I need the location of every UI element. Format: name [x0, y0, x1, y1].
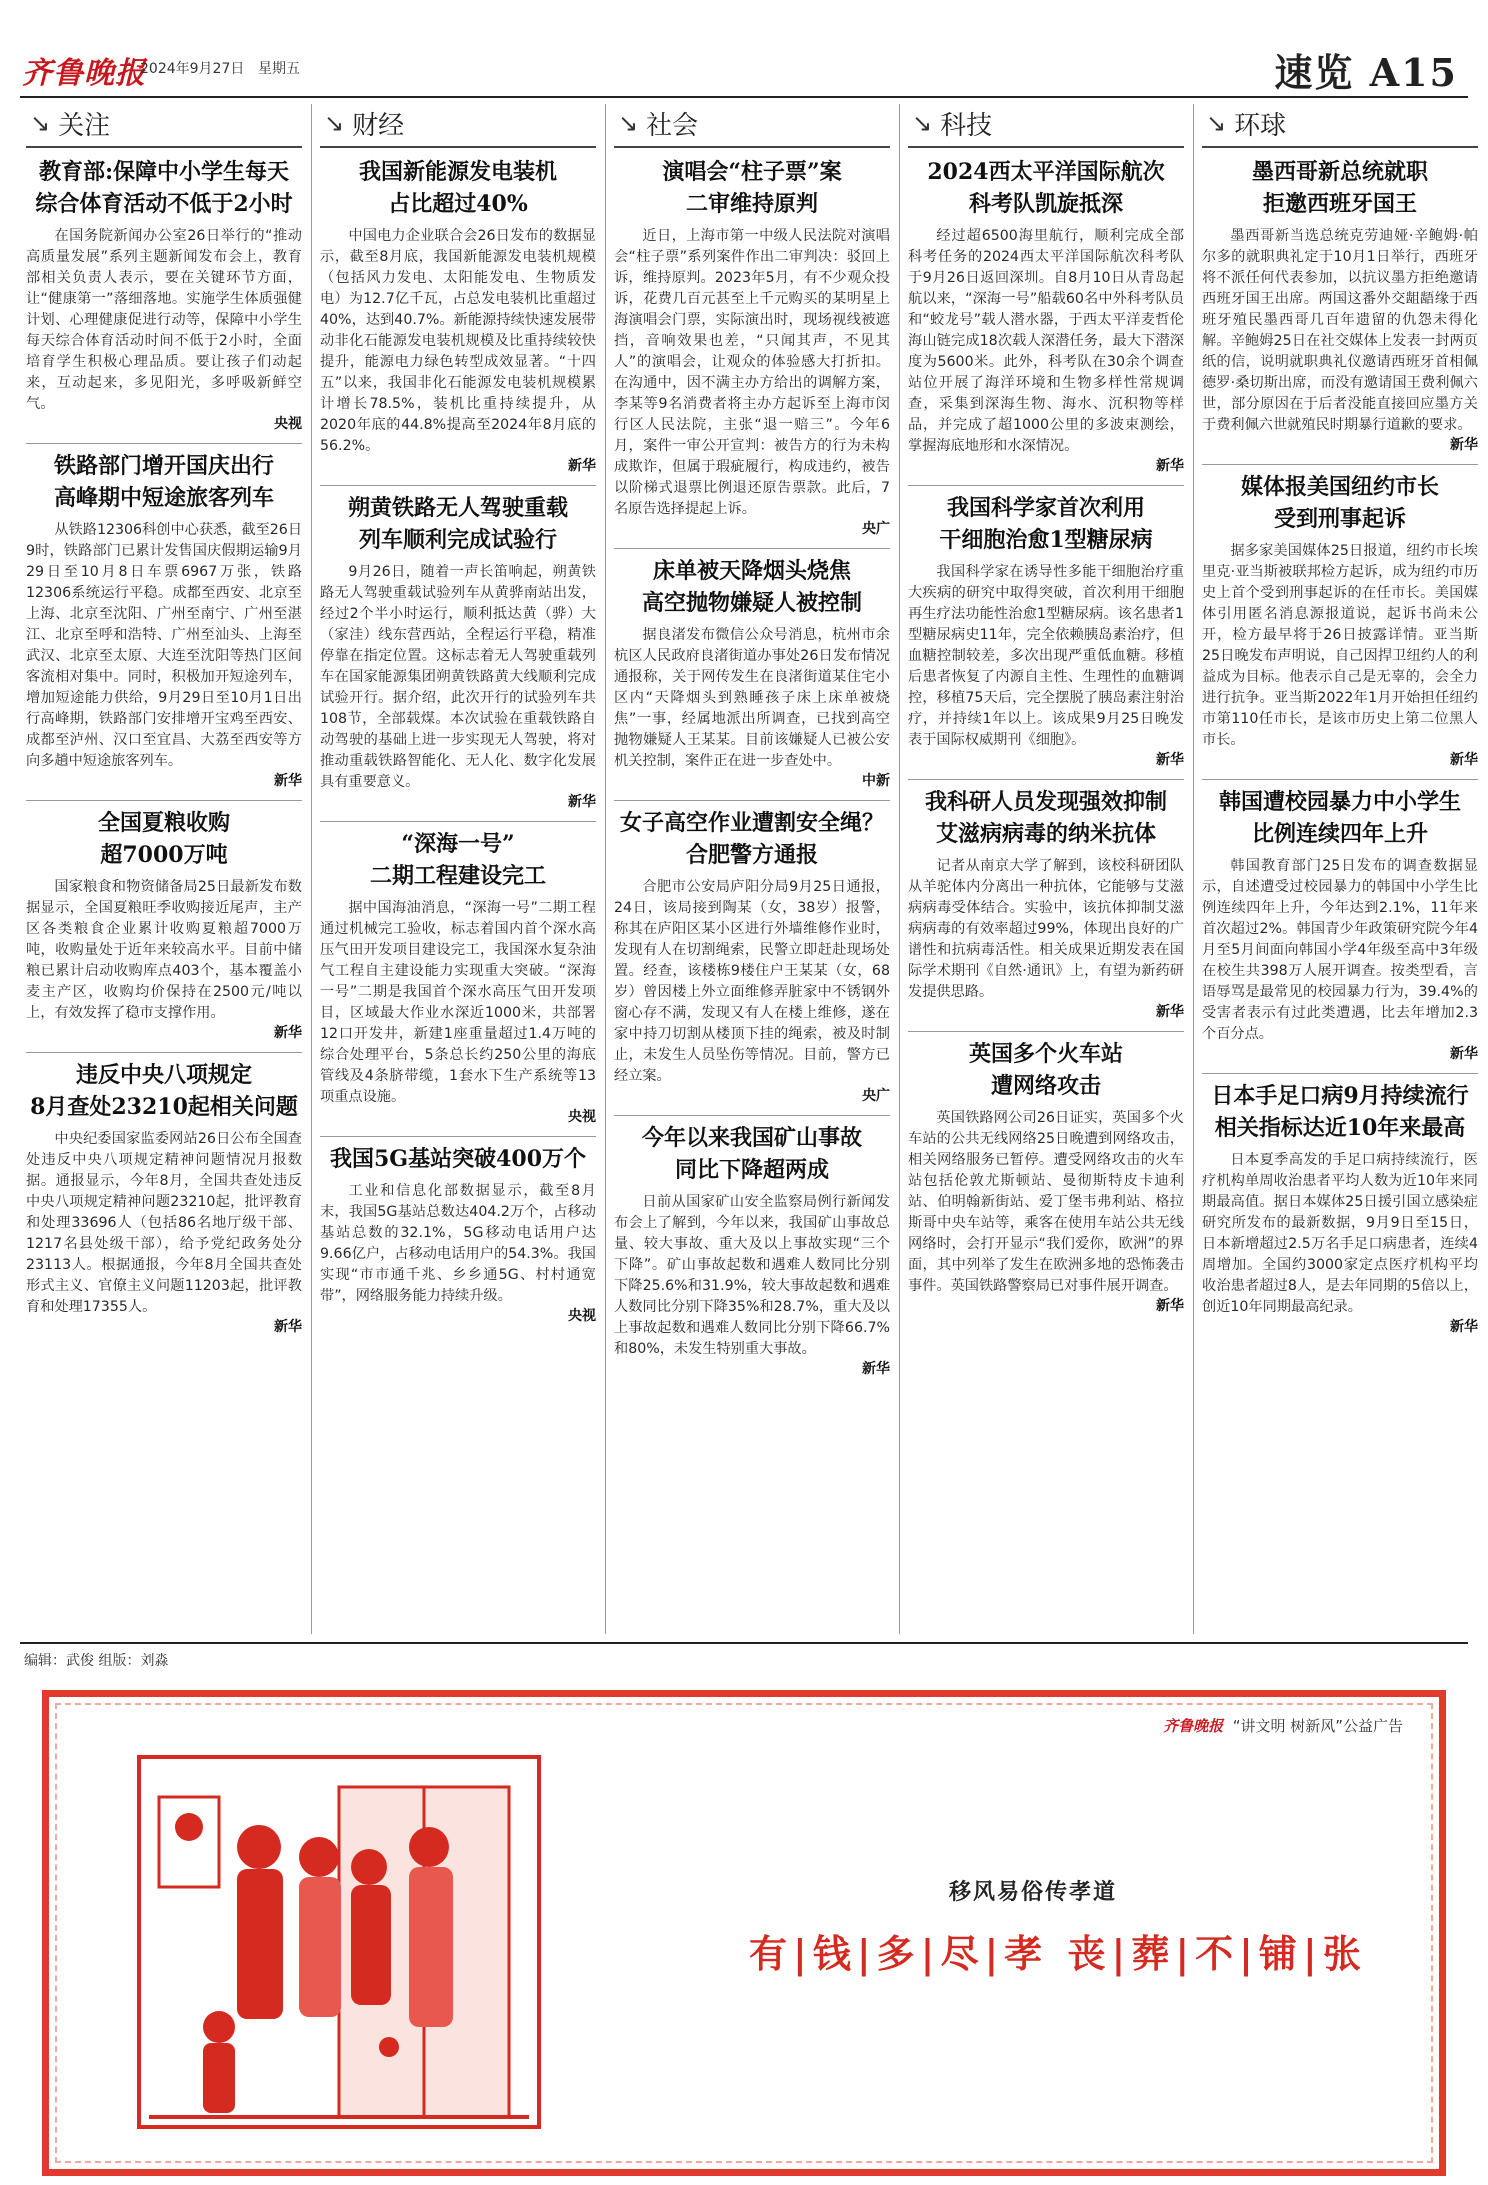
article-source: 新华	[1450, 752, 1478, 768]
article-divider	[26, 443, 302, 444]
article-headline[interactable]	[26, 450, 302, 514]
article-divider	[614, 800, 890, 801]
news-article	[1202, 156, 1478, 454]
article-headline[interactable]	[320, 156, 596, 220]
headline-line: 演唱会“柱子票”案	[662, 159, 842, 185]
column-header	[320, 100, 596, 148]
article-source: 新华	[1450, 437, 1478, 453]
news-article	[1202, 1073, 1478, 1336]
column-title: 社会	[646, 110, 699, 141]
headline-line: 韩国遭校园暴力中小学生	[1218, 789, 1461, 815]
headline-line: 我科研人员发现强效抑制	[924, 789, 1167, 815]
news-article	[320, 156, 596, 475]
column-separator	[1193, 104, 1194, 1634]
headline-line: 墨西哥新总统就职	[1251, 159, 1428, 185]
column-3	[902, 100, 1190, 1640]
corner-arrow-icon: ↘	[618, 109, 639, 137]
section-page-label: 速览 A15	[1274, 50, 1458, 95]
article-divider	[26, 1052, 302, 1053]
article-body: 工业和信息化部数据显示，截至8月末，我国5G基站总数达404.2万个，占移动基站总数的32.1%，5G移动电话用户达9.66亿户，占移动电话用户的54.3%。我国实现“市市通千兆、乡乡通5G、村村通宽带”，网络服务能力持续升级。	[320, 1183, 596, 1304]
article-headline[interactable]	[26, 1059, 302, 1123]
article-body: 据良渚发布微信公众号消息，杭州市余杭区人民政府良渚街道办事处26日发布情况通报称，关于网传发生在良渚街道某住宅小区内“天降烟头到熟睡孩子床上床单被烧焦”一事，经属地派出所调查，已找到高空抛物嫌疑人王某某。目前该嫌疑人已被公安机关控制，案件正在进一步查处中。	[614, 627, 890, 769]
headline-line: 违反中央八项规定	[75, 1062, 252, 1088]
article-divider	[614, 1115, 890, 1116]
headline-line: 拒邀西班牙国王	[1262, 191, 1417, 217]
headline-line: 同比下降超两成	[674, 1157, 829, 1183]
headline-line: 相关指标达近10年来最高	[1214, 1115, 1466, 1141]
headline-line: 今年以来我国矿山事故	[641, 1125, 862, 1151]
headline-line: 英国多个火车站	[968, 1041, 1123, 1067]
article-body: 据多家美国媒体25日报道，纽约市长埃里克·亚当斯被联邦检方起诉，成为纽约市历史上首个受到刑事起诉的在任市长。美国媒体引用匿名消息源报道说，起诉书尚未公开，检方最早将于26日披露详情。亚当斯25日晚发布声明说，自己因捍卫纽约人的利益成为目标。他表示自己是无辜的，会全力进行抗争。亚当斯2022年1月开始担任纽约市第110任市长，是该市历史上第二位黑人市长。	[1202, 543, 1478, 748]
corner-arrow-icon: ↘	[1206, 109, 1227, 137]
article-source: 新华	[1156, 752, 1184, 768]
article-divider	[1202, 464, 1478, 465]
article-source: 中新	[862, 773, 890, 789]
headline-line: 媒体报美国纽约市长	[1240, 474, 1439, 500]
news-article	[26, 800, 302, 1042]
headline-line: 比例连续四年上升	[1251, 821, 1428, 847]
headline-line: 二审维持原判	[685, 191, 818, 217]
article-divider	[1202, 1073, 1478, 1074]
article-body: 英国铁路网公司26日证实，英国多个火车站的公共无线网络25日晚遭到网络攻击，相关网络服务已暂停。遭受网络攻击的火车站包括伦敦尤斯顿站、曼彻斯特皮卡迪利站、伯明翰新街站、爱丁堡韦弗利站、格拉斯哥中央车站等，乘客在使用车站公共无线网络时，会打开显示“我们爱你，欧洲”的界面，其中列举了发生在欧洲多地的恐怖袭击事件。英国铁路警察局已对事件展开调查。	[908, 1110, 1184, 1294]
headline-line: 遭网络攻击	[990, 1073, 1101, 1099]
article-headline[interactable]	[614, 156, 890, 220]
masthead	[20, 42, 1468, 96]
article-source: 新华	[1156, 458, 1184, 474]
news-article	[320, 821, 596, 1126]
news-article	[908, 156, 1184, 475]
news-article	[320, 1136, 596, 1325]
headline-line: 艾滋病病毒的纳米抗体	[935, 821, 1156, 847]
article-source: 央视	[568, 1109, 596, 1125]
article-divider	[908, 1031, 1184, 1032]
column-separator	[899, 104, 900, 1634]
article-divider	[908, 779, 1184, 780]
article-source: 新华	[274, 1025, 302, 1041]
headline-line: 高空抛物嫌疑人被控制	[641, 590, 862, 616]
family-papercut-illustration	[129, 1737, 549, 2137]
article-source: 央视	[274, 416, 302, 432]
public-service-ad	[42, 1690, 1446, 2176]
article-source: 新华	[568, 458, 596, 474]
headline-line: 二期工程建设完工	[369, 863, 546, 889]
column-title: 财经	[352, 110, 405, 141]
article-body: 韩国教育部门25日发布的调查数据显示，自述遭受过校园暴力的韩国中小学生比例连续四年上升，今年达到2.1%，11年来首次超过2%。韩国青少年政策研究院今年4月至5月间面向韩国小学4年级至高中3年级在校生共398万人展开调查。按类型看，言语辱骂是最常见的校园暴力行为，39.4%的受害者表示有过此类遭遇，比去年增加2.3个百分点。	[1202, 858, 1478, 1042]
news-article	[26, 1052, 302, 1336]
article-headline[interactable]	[1202, 471, 1478, 535]
article-divider	[320, 485, 596, 486]
headline-line: 日本手足口病9月持续流行	[1211, 1083, 1469, 1109]
headline-line: 占比超过40%	[388, 191, 528, 217]
article-headline[interactable]	[1202, 156, 1478, 220]
column-header	[614, 100, 890, 148]
article-source: 央广	[862, 1088, 890, 1104]
newspaper-logo: 齐鲁晚报	[22, 56, 146, 91]
article-body: 从铁路12306科创中心获悉，截至26日9时，铁路部门已累计发售国庆假期运输9月29日至10月8日车票6967万张，铁路12306系统运行平稳。成都至西安、北京至上海、北京至沈阳、广州至南宁、广州至湛江、北京至呼和浩特、广州至汕头、上海至武汉、北京至太原、大连至沈阳等热门区间客流相对集中。同时，积极加开短途列车，增加短途能力供给，9月29日至10月1日出行高峰期，铁路部门安排增开宝鸡至西安、成都至泸州、汉口至宜昌、大荔至西安等方向多趟中短途旅客列车。	[26, 522, 303, 769]
bottom-rule	[20, 1642, 1468, 1644]
article-body: 9月26日，随着一声长笛响起，朔黄铁路无人驾驶重载试验列车从黄骅南站出发，经过2个半小时运行，顺利抵达黄（骅）大（家洼）线东营西站，全程运行平稳，精准停靠在指定位置。这标志着无人驾驶重载列车在国家能源集团朔黄铁路黄大线顺利完成试验开行。据介绍，此次开行的试验列车共108节，全部载煤。本次试验在重载铁路自动驾驶的基础上进一步实现无人驾驶，将对推动重载铁路智能化、无人化、数字化发展具有重要意义。	[320, 564, 596, 790]
article-body: 我国科学家在诱导性多能干细胞治疗重大疾病的研究中取得突破，首次利用干细胞再生疗法功能性治愈1型糖尿病。该名患者1型糖尿病史11年，完全依赖胰岛素治疗，但血糖控制较差，多次出现严重低血糖。移植后患者恢复了内源自主性、生理性的血糖调控，移植75天后，完全摆脱了胰岛素注射治疗，并持续1年以上。该成果9月25日晚发表于国际权威期刊《细胞》。	[908, 564, 1184, 748]
article-headline[interactable]	[320, 1143, 596, 1175]
article-body: 日本夏季高发的手足口病持续流行，医疗机构单周收治患者平均人数为近10年来同期最高值。据日本媒体25日援引国立感染症研究所发布的最新数据，9月9日至15日，日本新增超过2.5万名手足口病患者，连续4周增加。全国约3000家定点医疗机构平均收治患者超过8人，是去年同期的5倍以上，创近10年同期最高纪录。	[1202, 1152, 1478, 1315]
article-divider	[908, 485, 1184, 486]
article-headline[interactable]	[26, 156, 302, 220]
news-article	[614, 156, 890, 538]
article-headline[interactable]	[908, 492, 1184, 556]
column-separator	[311, 104, 312, 1634]
article-source: 新华	[1450, 1319, 1478, 1335]
column-0	[20, 100, 308, 1640]
top-rule	[20, 96, 1468, 98]
headline-line: 列车顺利完成试验行	[358, 527, 557, 553]
ad-logo	[1163, 1715, 1403, 1736]
headline-line: 综合体育活动不低于2小时	[35, 191, 293, 217]
article-source: 新华	[568, 794, 596, 810]
column-header	[908, 100, 1184, 148]
headline-line: 全国夏粮收购	[97, 810, 230, 836]
article-body: 中央纪委国家监委网站26日公布全国查处违反中央八项规定精神问题情况月报数据。通报显示，今年8月，全国共查处违反中央八项规定精神问题23210起，批评教育和处理33696人（包括86名地厅级干部、1217名县处级干部），给予党纪政务处分23113人。根据通报，今年8月全国共查处形式主义、官僚主义问题11203起，批评教育和处理17355人。	[26, 1131, 302, 1315]
article-divider	[320, 1136, 596, 1137]
article-headline[interactable]	[320, 492, 596, 556]
article-body: 记者从南京大学了解到，该校科研团队从羊驼体内分离出一种抗体，它能够与艾滋病病毒受体结合。实验中，该抗体抑制艾滋病病毒的有效率超过99%，体现出良好的广谱性和抗病毒活性。相关成果近期发表在国际学术期刊《自然·通讯》上，有望为新药研发提供思路。	[908, 858, 1184, 1000]
headline-line: 8月查处23210起相关问题	[30, 1094, 298, 1120]
news-article	[1202, 779, 1478, 1063]
article-body: 在国务院新闻办公室26日举行的“推动高质量发展”系列主题新闻发布会上，教育部相关负责人表示，要在关键环节方面，让“健康第一”落细落地。实施学生体质强健计划、心理健康促进行动等，保障中小学生每天综合体育活动时间不低于2小时，全面培育学生积极心理品质。要让孩子们动起来，互动起来，多见阳光，多呼吸新鲜空气。	[26, 228, 302, 412]
headline-line: 我国5G基站突破400万个	[329, 1146, 587, 1172]
article-source: 央广	[862, 521, 890, 537]
article-divider	[26, 800, 302, 801]
article-body: 日前从国家矿山安全监察局例行新闻发布会上了解到，今年以来，我国矿山事故总量、较大事故、重大及以上事故实现“三个下降”。矿山事故起数和遇难人数同比分别下降25.6%和31.9%，较大事故起数和遇难人数同比分别下降35%和28.7%，重大及以上事故起数和遇难人数同比分别下降66.7%和80%，未发生特别重大事故。	[614, 1194, 890, 1357]
headline-line: 女子高空作业遭割安全绳？	[619, 810, 884, 836]
headline-line: “深海一号”	[401, 831, 515, 857]
headline-line: 高峰期中短途旅客列车	[53, 485, 274, 511]
headline-line: 2024西太平洋国际航次	[927, 159, 1165, 185]
corner-arrow-icon: ↘	[30, 109, 51, 137]
article-divider	[1202, 779, 1478, 780]
news-article	[1202, 464, 1478, 769]
corner-arrow-icon: ↘	[912, 109, 933, 137]
headline-line: 床单被天降烟头烧焦	[652, 558, 851, 584]
article-source: 新华	[1450, 1046, 1478, 1062]
article-source: 新华	[274, 1319, 302, 1335]
column-1	[314, 100, 602, 1640]
news-article	[908, 485, 1184, 769]
ad-subtitle: 移风易俗传孝道	[949, 1879, 1118, 1905]
column-header	[26, 100, 302, 148]
article-body: 据中国海油消息，“深海一号”二期工程通过机械完工验收，标志着国内首个深水高压气田开发项目建设完工，我国深水复杂油气工程自主建设能力实现重大突破。“深海一号”二期是我国首个深水高压气田开发项目，区域最大作业水深近1000米，共部署12口开发井，新建1座重量超过1.4万吨的综合处理平台，5条总长约250公里的海底管线及4条脐带缆，1套水下生产系统等13项重点设施。	[320, 900, 596, 1105]
news-article	[26, 443, 302, 790]
article-source: 新华	[1156, 1298, 1184, 1314]
headline-line: 干细胞治愈1型糖尿病	[939, 527, 1153, 553]
article-source: 央视	[568, 1308, 596, 1324]
headline-line: 受到刑事起诉	[1273, 506, 1406, 532]
news-article	[908, 779, 1184, 1021]
article-headline[interactable]	[908, 1038, 1184, 1102]
headline-line: 超7000万吨	[100, 842, 228, 868]
column-separator	[605, 104, 606, 1634]
headline-line: 合肥警方通报	[685, 842, 818, 868]
headline-line: 科考队凯旋抵深	[968, 191, 1123, 217]
column-title: 环球	[1234, 110, 1287, 141]
article-source: 新华	[274, 773, 302, 789]
corner-arrow-icon: ↘	[324, 109, 345, 137]
article-body: 中国电力企业联合会26日发布的数据显示，截至8月底，我国新能源发电装机规模（包括风力发电、太阳能发电、生物质发电）为12.7亿千瓦，占总发电装机比重超过40%，达到40.7%。新能源持续快速发展带动非化石能源发电装机规模及比重持续较快提升，能源电力绿色转型成效显著。“十四五”以来，我国非化石能源发电装机规模累计增长78.5%，装机比重持续提升，从2020年底的44.8%提高至2024年8月底的56.2%。	[320, 228, 596, 454]
column-title: 关注	[58, 110, 111, 141]
news-article	[26, 156, 302, 433]
headline-line: 我国新能源发电装机	[358, 159, 557, 185]
headline-line: 教育部:保障中小学生每天	[38, 159, 290, 185]
article-headline[interactable]	[320, 828, 596, 892]
article-headline[interactable]	[1202, 786, 1478, 850]
article-headline[interactable]	[908, 786, 1184, 850]
editor-credits: 编辑：武俊 组版：刘淼	[24, 1653, 169, 1669]
column-2	[608, 100, 896, 1640]
news-article	[614, 1115, 890, 1378]
article-headline[interactable]	[26, 807, 302, 871]
article-headline[interactable]	[614, 1122, 890, 1186]
headline-line: 朔黄铁路无人驾驶重载	[347, 495, 568, 521]
article-body: 墨西哥新当选总统克劳迪娅·辛鲍姆·帕尔多的就职典礼定于10月1日举行，西班牙将不派任何代表参加，以抗议墨方拒绝邀请西班牙国王出席。两国这番外交龃龉缘于西班牙殖民墨西哥几百年遗留的仇怨未得化解。辛鲍姆25日在社交媒体上发表一封两页纸的信，说明就职典礼仪邀请西班牙首相佩德罗·桑切斯出席，而没有邀请国王费利佩六世，部分原因在于后者没能直接回应墨方关于费利佩六世就殖民时期暴行道歉的要求。	[1202, 228, 1478, 433]
ad-tag: “讲文明 树新风”公益广告	[1232, 1717, 1403, 1735]
ad-logo-paper: 齐鲁晚报	[1163, 1717, 1224, 1735]
issue-date: 2024年9月27日	[140, 61, 245, 77]
article-headline[interactable]	[908, 156, 1184, 220]
news-article	[614, 800, 890, 1105]
article-source: 新华	[1156, 1004, 1184, 1020]
column-4	[1196, 100, 1484, 1640]
column-title: 科技	[940, 110, 993, 141]
issue-weekday: 星期五	[258, 61, 300, 77]
article-headline[interactable]	[614, 555, 890, 619]
article-body: 经过超6500海里航行，顺利完成全部科考任务的2024西太平洋国际航次科考队于9月26日返回深圳。自8月10日从青岛起航以来，“深海一号”船载60名中外科考队员和“蛟龙号”载人潜水器，于西太平洋麦哲伦海山链完成18次载人深潜任务，最大下潜深度为5600米。此外，科考队在30余个调查站位开展了海洋环境和生物多样性常规调查，采集到深海生物、海水、沉积物等样品，并完成了超1000公里的多波束测绘，掌握海底地形和水深情况。	[908, 228, 1184, 454]
news-article	[614, 548, 890, 790]
ad-slogan: 有|钱|多|尽|孝 丧|葬|不|铺|张	[749, 1931, 1367, 1976]
article-body: 合肥市公安局庐阳分局9月25日通报，24日，该局接到陶某（女，38岁）报警，称其在庐阳区某小区进行外墙维修作业时，发现有人在切割绳索，民警立即赶赴现场处置。经查，该楼栋9楼住户王某某（女，68岁）曾因楼上外立面维修弄脏家中不锈钢外窗心存不满，发现又有人在楼上维修，遂在家中持刀切割从楼顶下挂的绳索，被及时制止，未发生人员坠伤等情况。目前，警方已经立案。	[614, 879, 890, 1084]
article-headline[interactable]	[614, 807, 890, 871]
article-divider	[614, 548, 890, 549]
news-article	[908, 1031, 1184, 1315]
column-header	[1202, 100, 1478, 148]
headline-line: 铁路部门增开国庆出行	[53, 453, 274, 479]
news-article	[320, 485, 596, 811]
article-source: 新华	[862, 1361, 890, 1377]
article-body: 国家粮食和物资储备局25日最新发布数据显示，全国夏粮旺季收购接近尾声，主产区各类粮食企业累计收购夏粮超7000万吨，收购量处于近年来较高水平。目前中储粮已累计启动收购库点403个，基本覆盖小麦主产区，收购均价保持在2500元/吨以上，有效发挥了稳市支撑作用。	[26, 879, 302, 1021]
article-body: 近日，上海市第一中级人民法院对演唱会“柱子票”系列案件作出二审判决：驳回上诉，维持原判。2023年5月，有不少观众投诉，花费几百元甚至上千元购买的某明星上海演唱会门票，实际演出时，现场视线被遮挡，音响效果也差，“只闻其声，不见其人”的演唱会，让观众的体验感大打折扣。在沟通中，因不满主办方给出的调解方案，李某等9名消费者将主办方起诉至上海市闵行区人民法院，主张“退一赔三”。今年6月，案件一审公开宣判：被告方的行为未构成欺诈，但属于瑕疵履行，构成违约，被告以阶梯式退票比例退还原告票款。此后，7名原告选择提起上诉。	[614, 228, 890, 517]
headline-line: 我国科学家首次利用	[946, 495, 1145, 521]
article-divider	[320, 821, 596, 822]
article-headline[interactable]	[1202, 1080, 1478, 1144]
